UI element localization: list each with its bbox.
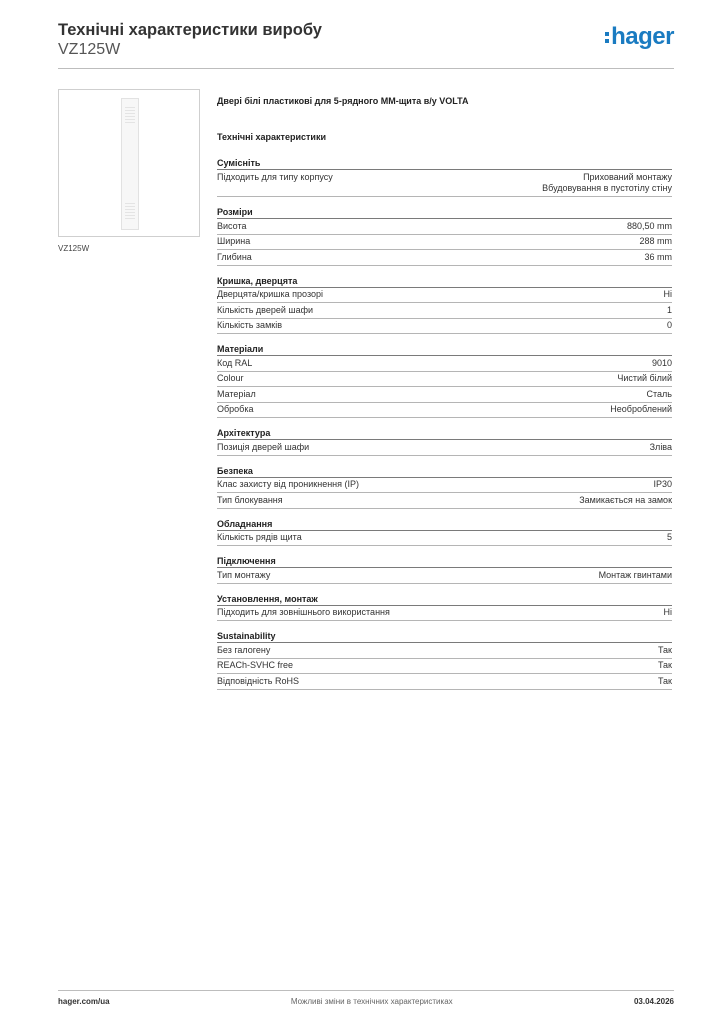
spec-section bbox=[217, 593, 672, 622]
spec-value-line: Необроблений bbox=[610, 404, 672, 414]
spec-label: Дверцята/кришка прозорі bbox=[217, 289, 323, 299]
spec-heading: Технічні характеристики bbox=[217, 132, 326, 142]
spec-value bbox=[644, 252, 672, 264]
spec-value-line: Чистий білий bbox=[617, 373, 672, 383]
product-code: VZ125W bbox=[58, 41, 121, 58]
product-image bbox=[58, 89, 200, 237]
spec-label: Висота bbox=[217, 220, 247, 231]
spec-row bbox=[217, 478, 672, 494]
spec-value-line: 880,50 mm bbox=[626, 220, 672, 231]
spec-row bbox=[217, 674, 672, 690]
spec-value bbox=[658, 660, 672, 672]
spec-value bbox=[627, 221, 672, 233]
spec-section bbox=[217, 518, 672, 547]
logo-text: hager bbox=[611, 23, 674, 50]
spec-label: Підходить для зовнішнього використання bbox=[217, 607, 390, 617]
spec-value-line: Замикається на замок bbox=[579, 494, 672, 505]
header-divider bbox=[58, 68, 674, 69]
spec-label: Відповідність RoHS bbox=[217, 675, 299, 686]
spec-row bbox=[217, 288, 672, 304]
door-vent bbox=[125, 203, 135, 221]
spec-value bbox=[653, 479, 672, 491]
section-title: Сумісніть bbox=[217, 157, 672, 170]
spec-value bbox=[667, 532, 672, 544]
spec-value-line: Монтаж гвинтами bbox=[598, 569, 672, 580]
spec-row bbox=[217, 235, 672, 251]
spec-value bbox=[542, 172, 672, 195]
spec-value-line: 5 bbox=[666, 532, 672, 542]
spec-content bbox=[217, 95, 672, 699]
spec-section bbox=[217, 465, 672, 509]
spec-row bbox=[217, 372, 672, 388]
spec-value bbox=[579, 495, 672, 507]
section-title: Обладнання bbox=[217, 518, 672, 531]
section-title: Архітектура bbox=[217, 427, 672, 440]
spec-value-line: Так bbox=[657, 675, 672, 686]
spec-row bbox=[217, 170, 672, 197]
section-title: Розміри bbox=[217, 206, 672, 219]
section-title: Установлення, монтаж bbox=[217, 593, 672, 606]
spec-row bbox=[217, 493, 672, 509]
spec-value-line: Так bbox=[657, 660, 672, 670]
spec-label: Кількість замків bbox=[217, 320, 282, 330]
spec-row bbox=[217, 250, 672, 266]
spec-value-line: Зліва bbox=[649, 441, 672, 452]
door-vent bbox=[125, 107, 135, 125]
spec-row bbox=[217, 219, 672, 235]
spec-value-line: 9010 bbox=[651, 357, 672, 368]
spec-label: Ширина bbox=[217, 236, 251, 246]
spec-value-line: Так bbox=[657, 644, 672, 655]
section-title: Sustainability bbox=[217, 630, 672, 643]
spec-value bbox=[667, 320, 672, 332]
door-illustration bbox=[121, 98, 139, 230]
spec-row bbox=[217, 659, 672, 675]
spec-label: Підходить для типу корпусу bbox=[217, 171, 333, 182]
spec-label: Глибина bbox=[217, 251, 252, 262]
footer-divider bbox=[58, 990, 674, 991]
spec-section bbox=[217, 343, 672, 418]
spec-value bbox=[658, 645, 672, 657]
spec-label: Colour bbox=[217, 373, 244, 383]
spec-row bbox=[217, 403, 672, 419]
spec-row bbox=[217, 387, 672, 403]
spec-section bbox=[217, 275, 672, 335]
spec-section bbox=[217, 206, 672, 266]
spec-section bbox=[217, 630, 672, 690]
spec-section bbox=[217, 157, 672, 197]
spec-value-line: IP30 bbox=[653, 479, 672, 489]
page-footer bbox=[58, 997, 674, 1006]
spec-row bbox=[217, 606, 672, 622]
spec-row bbox=[217, 643, 672, 659]
footer-website: hager.com/ua bbox=[58, 997, 110, 1006]
spec-value bbox=[639, 236, 672, 248]
section-title: Підключення bbox=[217, 555, 672, 568]
page-header bbox=[58, 20, 674, 60]
spec-value-line: Сталь bbox=[646, 388, 672, 399]
spec-row bbox=[217, 356, 672, 372]
spec-label: Без галогену bbox=[217, 644, 271, 655]
spec-value-line: Прихований монтажу bbox=[583, 171, 672, 182]
spec-sections bbox=[217, 157, 672, 690]
spec-value-line: Ні bbox=[663, 607, 672, 617]
section-title: Матеріали bbox=[217, 343, 672, 356]
spec-section bbox=[217, 427, 672, 456]
spec-value bbox=[610, 404, 672, 416]
spec-value-line: 1 bbox=[666, 304, 672, 315]
product-name: Двері білі пластикові для 5-рядного ММ-щита в/у VOLTA bbox=[217, 96, 469, 106]
spec-value bbox=[652, 358, 672, 370]
spec-row bbox=[217, 303, 672, 319]
footer-note: Можливі зміни в технічних характеристиках bbox=[290, 997, 453, 1006]
section-title: Кришка, дверцята bbox=[217, 275, 672, 288]
spec-value-line: 0 bbox=[666, 320, 672, 330]
spec-label: Тип блокування bbox=[217, 494, 283, 505]
spec-section bbox=[217, 555, 672, 584]
spec-label: Клас захисту від проникнення (IP) bbox=[217, 479, 360, 489]
spec-label: Тип монтажу bbox=[217, 569, 271, 580]
spec-row bbox=[217, 568, 672, 584]
section-title: Безпека bbox=[217, 465, 672, 478]
spec-value bbox=[599, 570, 672, 582]
spec-value bbox=[667, 305, 672, 317]
hager-logo bbox=[605, 24, 674, 50]
spec-label: Матеріал bbox=[217, 388, 256, 399]
spec-label: Кількість рядів щита bbox=[217, 532, 302, 542]
spec-value bbox=[617, 373, 672, 385]
logo-mark-icon bbox=[605, 30, 609, 44]
page-title: Технічні характеристики виробу bbox=[58, 21, 322, 39]
spec-label: Код RAL bbox=[217, 357, 253, 368]
spec-value-line: 288 mm bbox=[639, 236, 672, 246]
spec-label: REACh-SVHC free bbox=[217, 660, 294, 670]
spec-value-line: 36 mm bbox=[644, 251, 672, 262]
image-caption: VZ125W bbox=[58, 244, 90, 253]
spec-value-line: Ні bbox=[663, 289, 672, 299]
spec-row bbox=[217, 319, 672, 335]
spec-value bbox=[647, 389, 672, 401]
spec-value bbox=[650, 442, 672, 454]
footer-date: 03.04.2026 bbox=[633, 997, 674, 1006]
spec-row bbox=[217, 531, 672, 547]
spec-value-line: Вбудовування в пустотілу стіну bbox=[542, 183, 672, 193]
spec-label: Обробка bbox=[217, 404, 254, 414]
spec-value bbox=[664, 607, 673, 619]
spec-label: Позиція дверей шафи bbox=[217, 441, 310, 452]
spec-label: Кількість дверей шафи bbox=[217, 304, 314, 315]
spec-value bbox=[664, 289, 673, 301]
spec-value bbox=[658, 676, 672, 688]
spec-row bbox=[217, 440, 672, 456]
